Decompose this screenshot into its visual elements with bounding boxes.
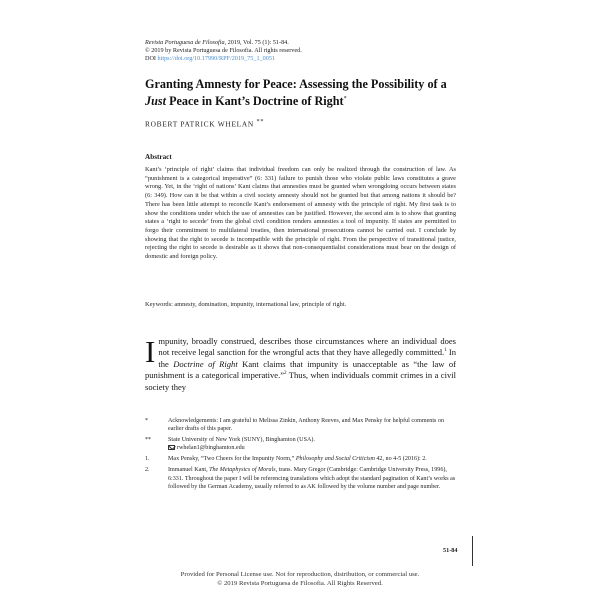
article-title bbox=[145, 77, 475, 109]
title-part1: Granting Amnesty for Peace: Assessing the Possibility of a bbox=[145, 77, 447, 91]
journal-citation bbox=[145, 39, 289, 47]
doi-link[interactable]: https://doi.org/10.17990/RPF/2019_75_1_0051 bbox=[157, 55, 276, 62]
title-italic: Just bbox=[145, 94, 167, 109]
footnote-text: Acknowledgements: I am grateful to Melissa Zinkin, Anthony Reeves, and Max Pensky for helpful comments on earlier drafts of this paper. bbox=[168, 418, 445, 433]
footnote-item bbox=[145, 455, 456, 463]
footnote-ref-1[interactable]: 1 bbox=[444, 348, 447, 354]
footnote-mark: 1. bbox=[145, 456, 150, 463]
footnote-italic: The Metaphysics of Morals bbox=[209, 467, 276, 474]
page-range: 51-84 bbox=[443, 547, 458, 554]
email-link[interactable]: rwhelan1@binghamton.edu bbox=[177, 445, 245, 452]
footnote-italic: Philosophy and Social Criticism bbox=[295, 456, 375, 463]
body-italic-title: Doctrine of Right bbox=[173, 358, 238, 369]
footnote-text-b: , trans. Mary Gregor (Cambridge: Cambridge University Press, 1996), 6:331. Throughout the paper I will be referencing translations which adopt the standard pagination of Kant’s works as followed by the German Academy, usually referred to as AK followed by the volume number and page number. bbox=[168, 467, 456, 490]
footer-copyright: © 2019 Revista Portuguesa de Filosofia. All Rights Reserved. bbox=[217, 580, 383, 587]
footnote-text-a: Immanuel Kant, bbox=[168, 467, 210, 474]
journal-volume: , 2019, Vol. 75 (1): 51-84. bbox=[224, 39, 289, 46]
keywords: Keywords: amnesty, domination, impunity, international law, principle of right. bbox=[145, 301, 347, 308]
envelope-icon bbox=[168, 445, 175, 450]
footnote-text bbox=[168, 455, 456, 463]
body-text-b: In the bbox=[158, 347, 456, 369]
title-part2: Peace in Kant’s Doctrine of Right bbox=[166, 94, 344, 109]
footnote-item bbox=[145, 466, 456, 490]
copyright-line: © 2019 by Revista Portuguesa de Filosofia. All rights reserved. bbox=[145, 47, 302, 54]
body-text-a: mpunity, broadly construed, describes those circumstances where an individual does not receive legal sanction for the wrongful acts that they have allegedly committed. bbox=[158, 336, 456, 358]
journal-name: Revista Portuguesa de Filosofia bbox=[145, 39, 225, 46]
footnote-ref-2[interactable]: 2 bbox=[284, 371, 287, 377]
footnote-text-a: Max Pensky, “Two Cheers for the Impunity Norm,” bbox=[168, 456, 296, 463]
footnote-item bbox=[145, 417, 456, 433]
license-notice: Provided for Personal License use. Not for reproduction, distribution, or commercial use. bbox=[180, 571, 420, 578]
doi-line bbox=[145, 55, 275, 63]
author-name bbox=[145, 119, 264, 128]
footnote-text bbox=[168, 436, 456, 452]
footnote-text-b: 42, no 4-5 (2016): 2. bbox=[374, 456, 427, 463]
author-note-mark[interactable]: ** bbox=[256, 119, 265, 125]
footnote-item bbox=[145, 436, 456, 452]
author-label: ROBERT PATRICK WHELAN bbox=[145, 119, 254, 129]
footnote-text bbox=[168, 466, 456, 490]
abstract-heading: Abstract bbox=[145, 153, 172, 161]
footnotes bbox=[145, 417, 456, 494]
footnote-mark: * bbox=[145, 418, 149, 424]
body-text-c: Kant claims that impunity is unacceptable as “the law of punishment is a categorical imperative.” bbox=[145, 358, 456, 381]
page-rule bbox=[472, 536, 473, 566]
footnote-mark: ** bbox=[145, 437, 152, 444]
drop-cap: I bbox=[145, 334, 156, 369]
doi-label: DOI bbox=[145, 55, 156, 62]
affiliation: State University of New York (SUNY), Binghamton (USA). bbox=[168, 437, 315, 444]
abstract-text: Kant’s ‘principle of right’ claims that individual freedom can only be realized through the construction of law. As “punishment is a categorical imperative” (6: 331) failure to punish those who violate public laws constitutes a grave wrong. Yet, in the ‘right of nations’ Kant claims that amnesties must be granted when wrongdoing occurs between states (6: 349). How can it be that within a civil society amnesty should not be granted but that among nations it should be? There has been little attempt to reconcile Kant’s endorsement of amnesty with the principle of right. My first task is to show the conditions under which the use of amnesties can be justified. However, the second aim is to show that granting states a ‘right to secede’ from the global civil condition renders amnesties a tool of impunity. If states are permitted to forgo their commitment to multilateral treaties, then international prosecutions cannot be carried out. I conclude by showing that the right to secede is incompatible with the principle of right. From the perspective of transitional justice, rejecting the right to secede is desirable as it shows that non-consequentialist considerations must bear on the design of domestic and foreign policy. bbox=[145, 166, 456, 261]
body-text-d: Thus, when individuals commit crimes in a civil society they bbox=[145, 370, 456, 392]
title-note-mark[interactable]: * bbox=[343, 96, 347, 102]
footnote-mark: 2. bbox=[145, 467, 150, 474]
body-paragraph bbox=[145, 336, 456, 393]
